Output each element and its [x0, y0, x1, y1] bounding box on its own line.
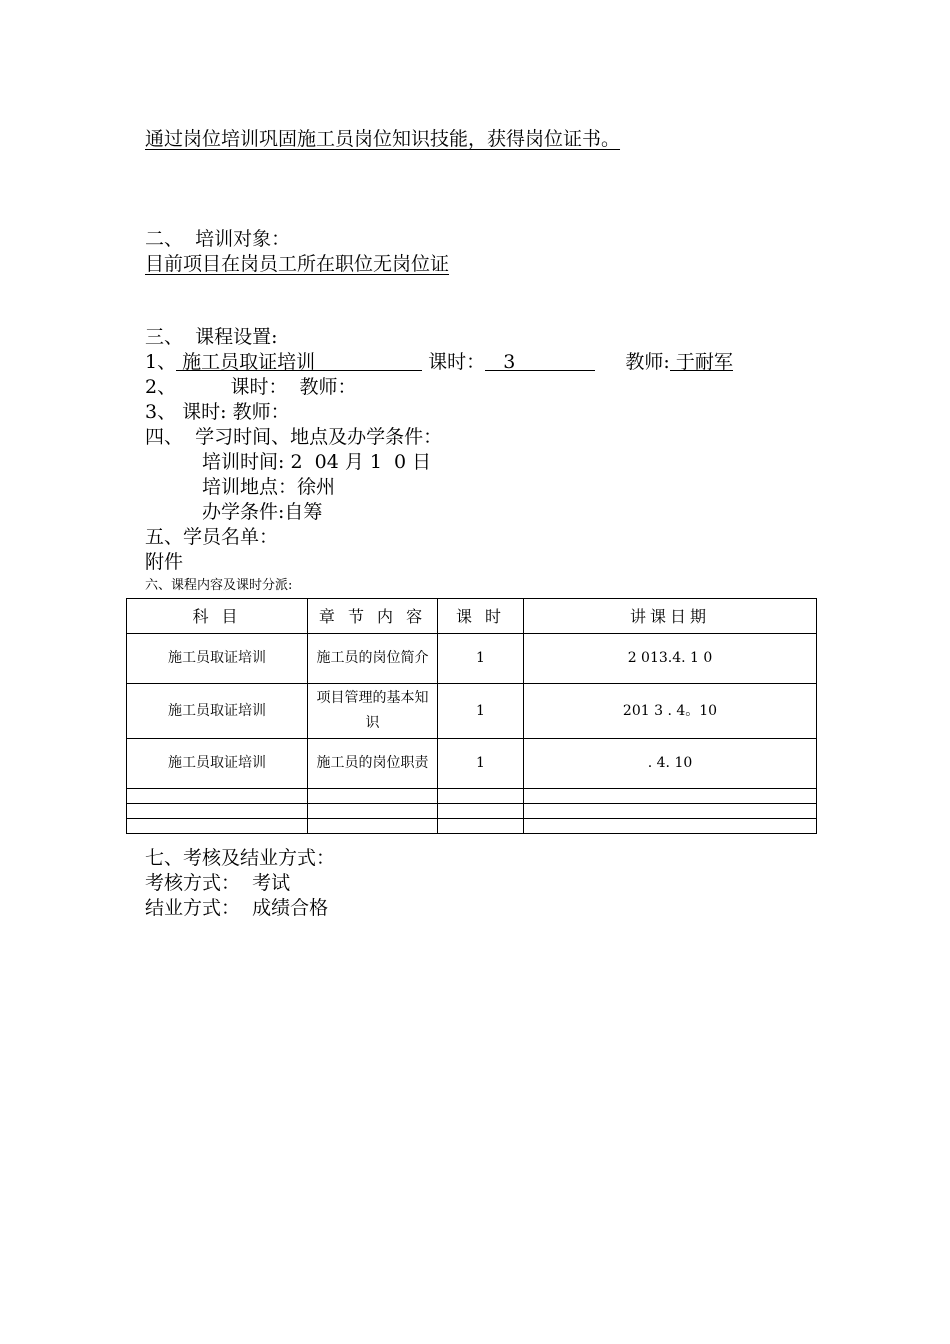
subject-cell: 施工员取证培训	[127, 634, 308, 684]
date-cell: . 4. 10	[524, 739, 817, 789]
row-number: 1、	[145, 351, 177, 373]
purpose-text: 通过岗位培训巩固施工员岗位知识技能，获得岗位证书。	[145, 128, 621, 150]
chapter-cell: 施工员的岗位职责	[308, 739, 438, 789]
training-time: 培训时间: 2 04 月 1 0 日	[202, 451, 432, 473]
target-text: 目前项目在岗员工所在职位无岗位证	[145, 253, 450, 275]
column-header: 课 时	[438, 599, 524, 634]
training-conditions: 办学条件:自筹	[202, 501, 323, 523]
table-row	[127, 634, 817, 684]
table-header-row	[127, 599, 817, 634]
curriculum-row-2: 2、 课时： 教师：	[145, 376, 357, 398]
chapter-cell: 施工员的岗位简介	[308, 634, 438, 684]
date-cell: 2 013.4. 1 0	[524, 634, 817, 684]
course-name: 施工员取证培训	[182, 351, 316, 373]
training-place: 培训地点：徐州	[202, 476, 336, 498]
students-heading: 五、学员名单：	[145, 526, 279, 548]
empty-row	[127, 819, 817, 834]
table-row	[127, 739, 817, 789]
date-cell: 201 3 . 4。10	[524, 684, 817, 739]
assessment-heading: 七、考核及结业方式：	[145, 847, 336, 869]
assessment-method: 考核方式： 考试	[145, 872, 291, 894]
hours-value: 3	[503, 351, 516, 373]
students-attachment: 附件	[145, 551, 184, 573]
course-name-blank	[176, 350, 422, 371]
hours-blank	[485, 350, 595, 371]
target-heading: 二、 培训对象：	[145, 228, 291, 250]
teacher-label: 教师:	[625, 351, 670, 373]
table-row	[127, 684, 817, 739]
column-header: 科 目	[127, 599, 308, 634]
empty-row	[127, 789, 817, 804]
column-header: 章 节 内 容	[308, 599, 438, 634]
course-table	[126, 598, 817, 834]
content-heading: 六、课程内容及课时分派:	[145, 578, 293, 593]
subject-cell: 施工员取证培训	[127, 684, 308, 739]
schedule-heading: 四、 学习时间、地点及办学条件：	[145, 426, 443, 448]
hours-label: 课时：	[428, 351, 486, 373]
hours-cell: 1	[438, 684, 524, 739]
curriculum-row-1	[145, 350, 733, 374]
completion-method: 结业方式： 成绩合格	[145, 897, 329, 919]
subject-cell: 施工员取证培训	[127, 739, 308, 789]
empty-row	[127, 804, 817, 819]
column-header: 讲课日期	[524, 599, 817, 634]
curriculum-row-3: 3、 课时: 教师：	[145, 401, 290, 423]
hours-cell: 1	[438, 739, 524, 789]
curriculum-heading: 三、 课程设置:	[145, 326, 278, 348]
teacher-blank	[670, 350, 733, 371]
chapter-cell: 项目管理的基本知识	[308, 684, 438, 739]
teacher-name: 于耐军	[675, 351, 733, 373]
hours-cell: 1	[438, 634, 524, 684]
